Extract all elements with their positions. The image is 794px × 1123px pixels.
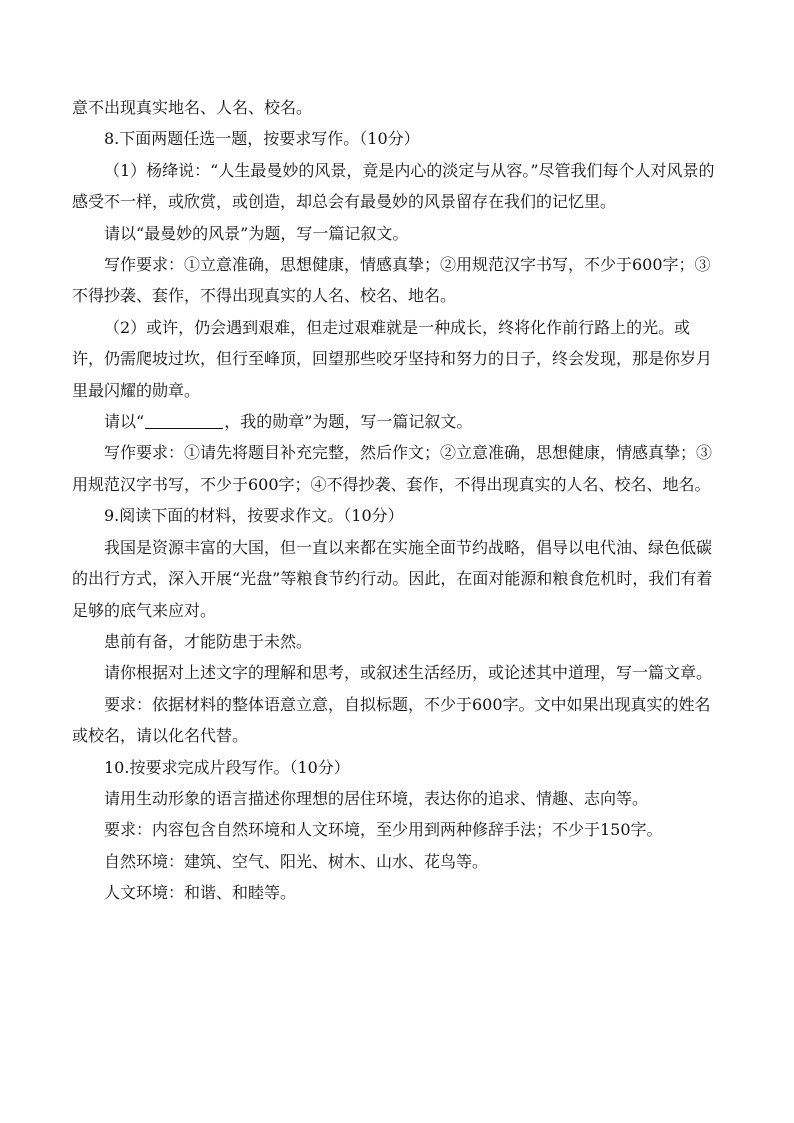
question-8-2-task-suffix: ，我的勋章”为题，写一篇记叙文。 [224, 412, 473, 432]
question-9-saying: 患前有备，才能防患于未然。 [104, 631, 313, 651]
question-10-natural-environment: 自然环境：建筑、空气、阳光、树木、山水、花鸟等。 [104, 851, 489, 871]
question-8-2-requirements: 写作要求：①请先将题目补充完整，然后作文；②立意准确，思想健康，情感真挚；③用规范汉字书写，不少于600字；④不得抄袭、套作，不得出现真实的人名、校名、地名。 [72, 443, 713, 494]
question-8-title: 8.下面两题任选一题，按要求写作。（10分） [104, 129, 420, 149]
paragraph-continuation: 意不出现真实地名、人名、校名。 [72, 98, 313, 117]
document-body [72, 92, 722, 909]
question-9-task: 请你根据对上述文字的理解和思考，或叙述生活经历，或论述其中道理，写一篇文章。 [104, 663, 713, 683]
question-8-2-prompt: （2）或许，仍会遇到艰难，但走过艰难就是一种成长，终将化作前行路上的光。或许，仍需爬坡过坎，但行至峰顶，回望那些咬牙坚持和努力的日子，终会发现，那是你岁月里最闪耀的勋章。 [72, 317, 713, 400]
question-10-title: 10.按要求完成片段写作。（10分） [104, 757, 350, 777]
question-9-title: 9.阅读下面的材料，按要求作文。（10分） [104, 506, 404, 526]
question-10-human-environment: 人文环境：和谐、和睦等。 [104, 883, 297, 903]
question-8-1-requirements: 写作要求：①立意准确，思想健康，情感真挚；②用规范汉字书写，不少于600字；③不得抄袭、套作，不得出现真实的人名、校名、地名。 [72, 255, 711, 306]
question-8-1-task: 请以“最曼妙的风景”为题，写一篇记叙文。 [104, 223, 409, 243]
question-9-requirements: 要求：依据材料的整体语意立意，自拟标题，不少于600字。文中如果出现真实的姓名或校名，请以化名代替。 [72, 694, 711, 746]
question-8-2-task-prefix: 请以“ [104, 412, 145, 432]
question-10-requirements: 要求：内容包含自然环境和人文环境，至少用到两种修辞手法；不少于150字。 [104, 820, 663, 840]
question-10-task: 请用生动形象的语言描述你理想的居住环境，表达你的追求、情趣、志向等。 [104, 788, 649, 808]
question-8-2-task [72, 406, 722, 437]
question-9-material: 我国是资源丰富的大国，但一直以来都在实施全面节约战略，倡导以电代油、绿色低碳的出行方式，深入开展“光盘”等粮食节约行动。因此，在面对能源和粮食危机时，我们有着足够的底气来应对。 [72, 537, 713, 620]
fill-in-blank-line [145, 412, 223, 429]
question-8-1-prompt: （1）杨绛说：“人生最曼妙的风景，竟是内心的淡定与从容。”尽管我们每个人对风景的感受不一样，或欣赏，或创造，却总会有最曼妙的风景留存在我们的记忆里。 [72, 160, 715, 212]
